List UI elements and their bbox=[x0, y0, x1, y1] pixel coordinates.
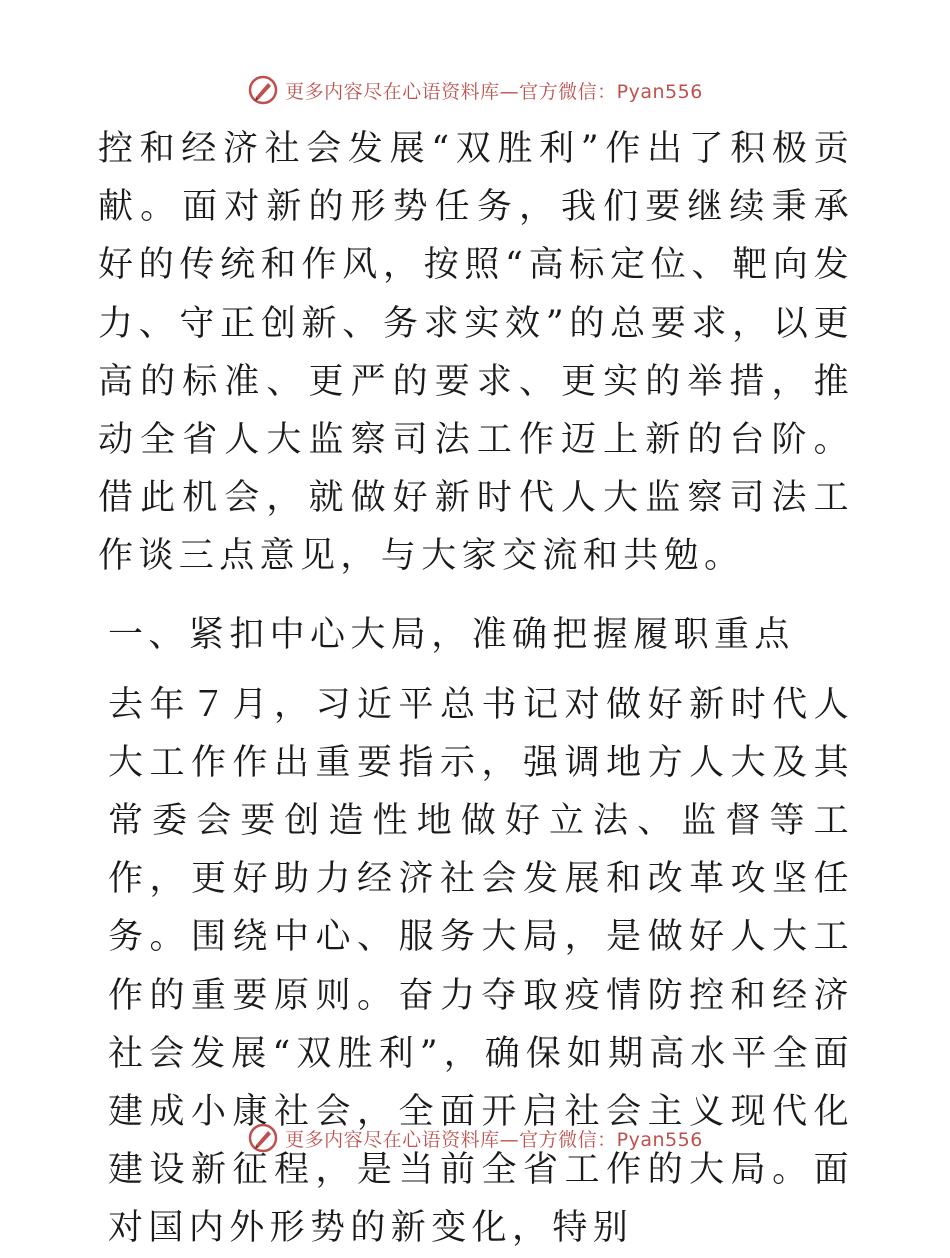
watermark-text: 更多内容尽在心语资料库—官方微信：Pyan556 bbox=[285, 1128, 703, 1151]
document-body bbox=[98, 120, 854, 1258]
watermark-text: 更多内容尽在心语资料库—官方微信：Pyan556 bbox=[285, 80, 703, 103]
section-heading-1: 一、紧扣中心大局，准确把握履职重点 bbox=[108, 614, 795, 655]
footer-watermark bbox=[0, 1118, 950, 1158]
paragraph-2: 去年７月，习近平总书记对做好新时代人大工作作出重要指示，强调地方人大及其常委会要创造性地做好立法、监督等工作，更好助力经济社会发展和改革攻坚任务。围绕中心、服务大局，是做好人大工作的重要原则。奋力夺取疫情防控和经济社会发展“双胜利”，确保如期高水平全面建成小康社会，全面开启社会主义现代化建设新征程，是当前全省工作的大局。面对国内外形势的新变化，特别 bbox=[108, 684, 854, 1249]
paragraph-1: 控和经济社会发展“双胜利”作出了积极贡献。面对新的形势任务，我们要继续秉承好的传统和作风，按照“高标定位、靶向发力、守正创新、务求实效”的总要求，以更高的标准、更严的要求、更实的举措，推动全省人大监察司法工作迈上新的台阶。借此机会，就做好新时代人大监察司法工作谈三点意见，与大家交流和共勉。 bbox=[98, 129, 854, 577]
pen-logo-icon bbox=[247, 74, 279, 106]
header-watermark bbox=[0, 70, 950, 110]
pen-logo-icon bbox=[247, 1122, 279, 1154]
